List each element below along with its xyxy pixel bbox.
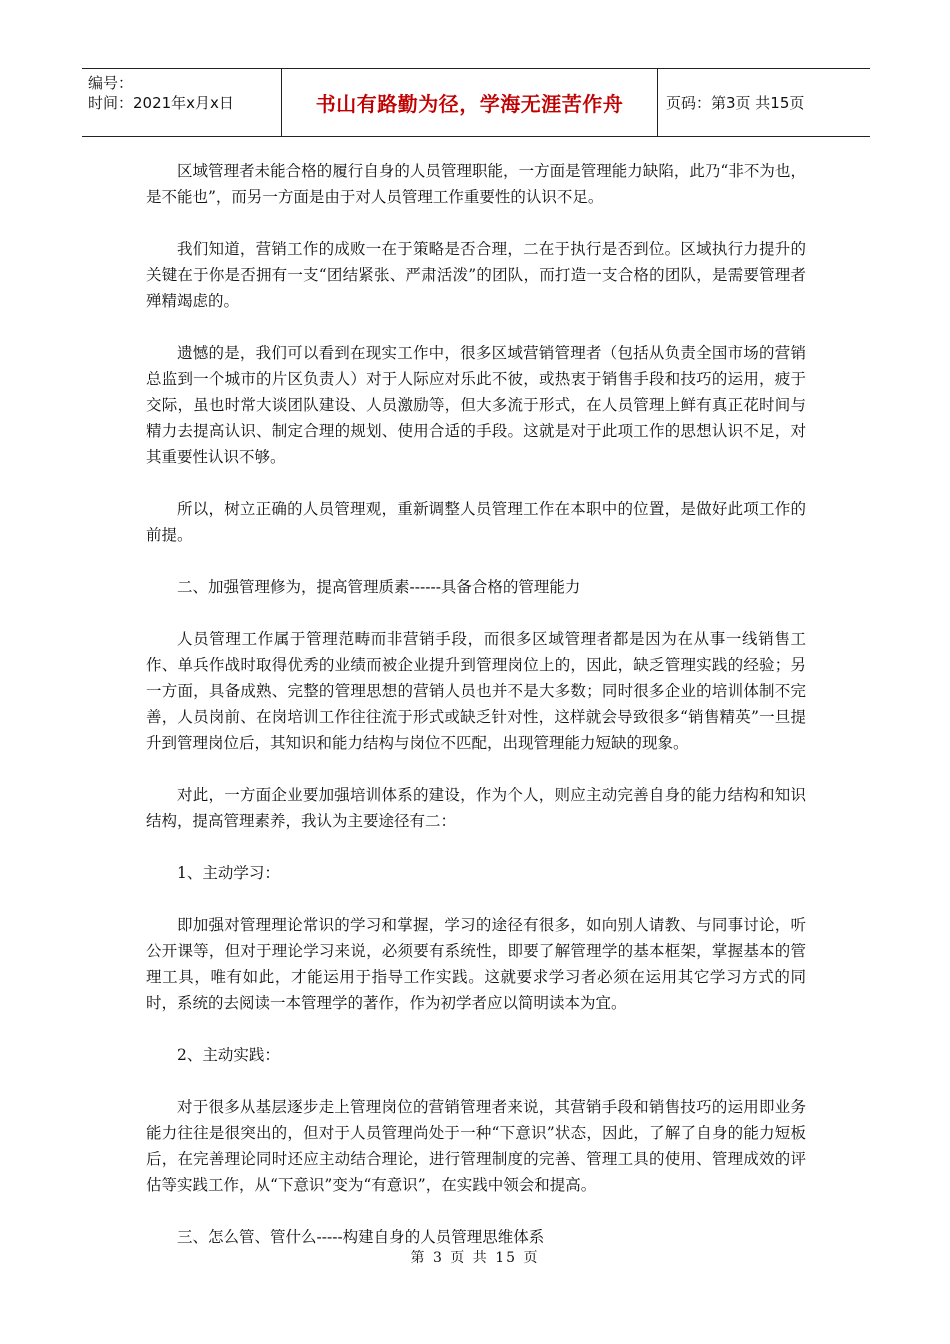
paragraph: 人员管理工作属于管理范畴而非营销手段，而很多区域管理者都是因为在从事一线销售工作、单兵作战时取得优秀的业绩而被企业提升到管理岗位上的，因此，缺乏管理实践的经验；另一方面，具备成熟、完整的管理思想的营销人员也并不是大多数；同时很多企业的培训体制不完善，人员岗前、在岗培训工作往往流于形式或缺乏针对性，这样就会导致很多“销售精英”一旦提升到管理岗位后，其知识和能力结构与岗位不匹配，出现管理能力短缺的现象。 [146, 630, 806, 752]
header-page-number: 页码：第3页 共15页 [666, 94, 805, 112]
section-heading: 二、加强管理修为，提高管理质素------具备合格的管理能力 [177, 578, 581, 596]
document-date: 时间：2021年x月x日 [88, 94, 234, 112]
section-heading: 三、怎么管、管什么-----构建自身的人员管理思维体系 [177, 1228, 545, 1246]
paragraph: 对于很多从基层逐步走上管理岗位的营销管理者来说，其营销手段和销售技巧的运用即业务能力往往是很突出的，但对于人员管理尚处于一种“下意识”状态，因此，了解了自身的能力短板后，在完善理论同时还应主动结合理论，进行管理制度的完善、管理工具的使用、管理成效的评估等实践工作，从“下意识”变为“有意识”，在实践中领会和提高。 [146, 1098, 806, 1194]
header-motto-cell [282, 69, 658, 136]
document-body [146, 158, 806, 1276]
paragraph: 所以，树立正确的人员管理观，重新调整人员管理工作在本职中的位置，是做好此项工作的前提。 [146, 500, 806, 544]
paragraph: 对此，一方面企业要加强培训体系的建设，作为个人，则应主动完善自身的能力结构和知识结构，提高管理素养，我认为主要途径有二： [146, 786, 806, 830]
subsection-heading: 2、主动实践： [177, 1046, 280, 1064]
header-meta [82, 69, 282, 136]
paragraph: 我们知道，营销工作的成败一在于策略是否合理，二在于执行是否到位。区域执行力提升的关键在于你是否拥有一支“团结紧张、严肃活泼”的团队，而打造一支合格的团队，是需要管理者殚精竭虑的。 [146, 240, 806, 310]
header-page-cell [658, 69, 870, 136]
subsection-heading: 1、主动学习： [177, 864, 280, 882]
page-footer: 第 3 页 共 15 页 [410, 1250, 540, 1266]
page-header [82, 68, 870, 137]
paragraph: 遗憾的是，我们可以看到在现实工作中，很多区域营销管理者（包括从负责全国市场的营销总监到一个城市的片区负责人）对于人际应对乐此不彼，或热衷于销售手段和技巧的运用，疲于交际，虽也时常大谈团队建设、人员激励等，但大多流于形式，在人员管理上鲜有真正花时间与精力去提高认识、制定合理的规划、使用合适的手段。这就是对于此项工作的思想认识不足，对其重要性认识不够。 [146, 344, 806, 466]
paragraph: 即加强对管理理论常识的学习和掌握，学习的途径有很多，如向别人请教、与同事讨论，听公开课等，但对于理论学习来说，必须要有系统性，即要了解管理学的基本框架，掌握基本的管理工具，唯有如此，才能运用于指导工作实践。这就要求学习者必须在运用其它学习方式的同时，系统的去阅读一本管理学的著作，作为初学者应以简明读本为宜。 [146, 916, 806, 1012]
header-motto: 书山有路勤为径，学海无涯苦作舟 [315, 92, 624, 116]
paragraph: 区域管理者未能合格的履行自身的人员管理职能，一方面是管理能力缺陷，此乃“非不为也，是不能也”，而另一方面是由于对人员管理工作重要性的认识不足。 [146, 162, 806, 206]
document-number: 编号： [88, 74, 134, 92]
